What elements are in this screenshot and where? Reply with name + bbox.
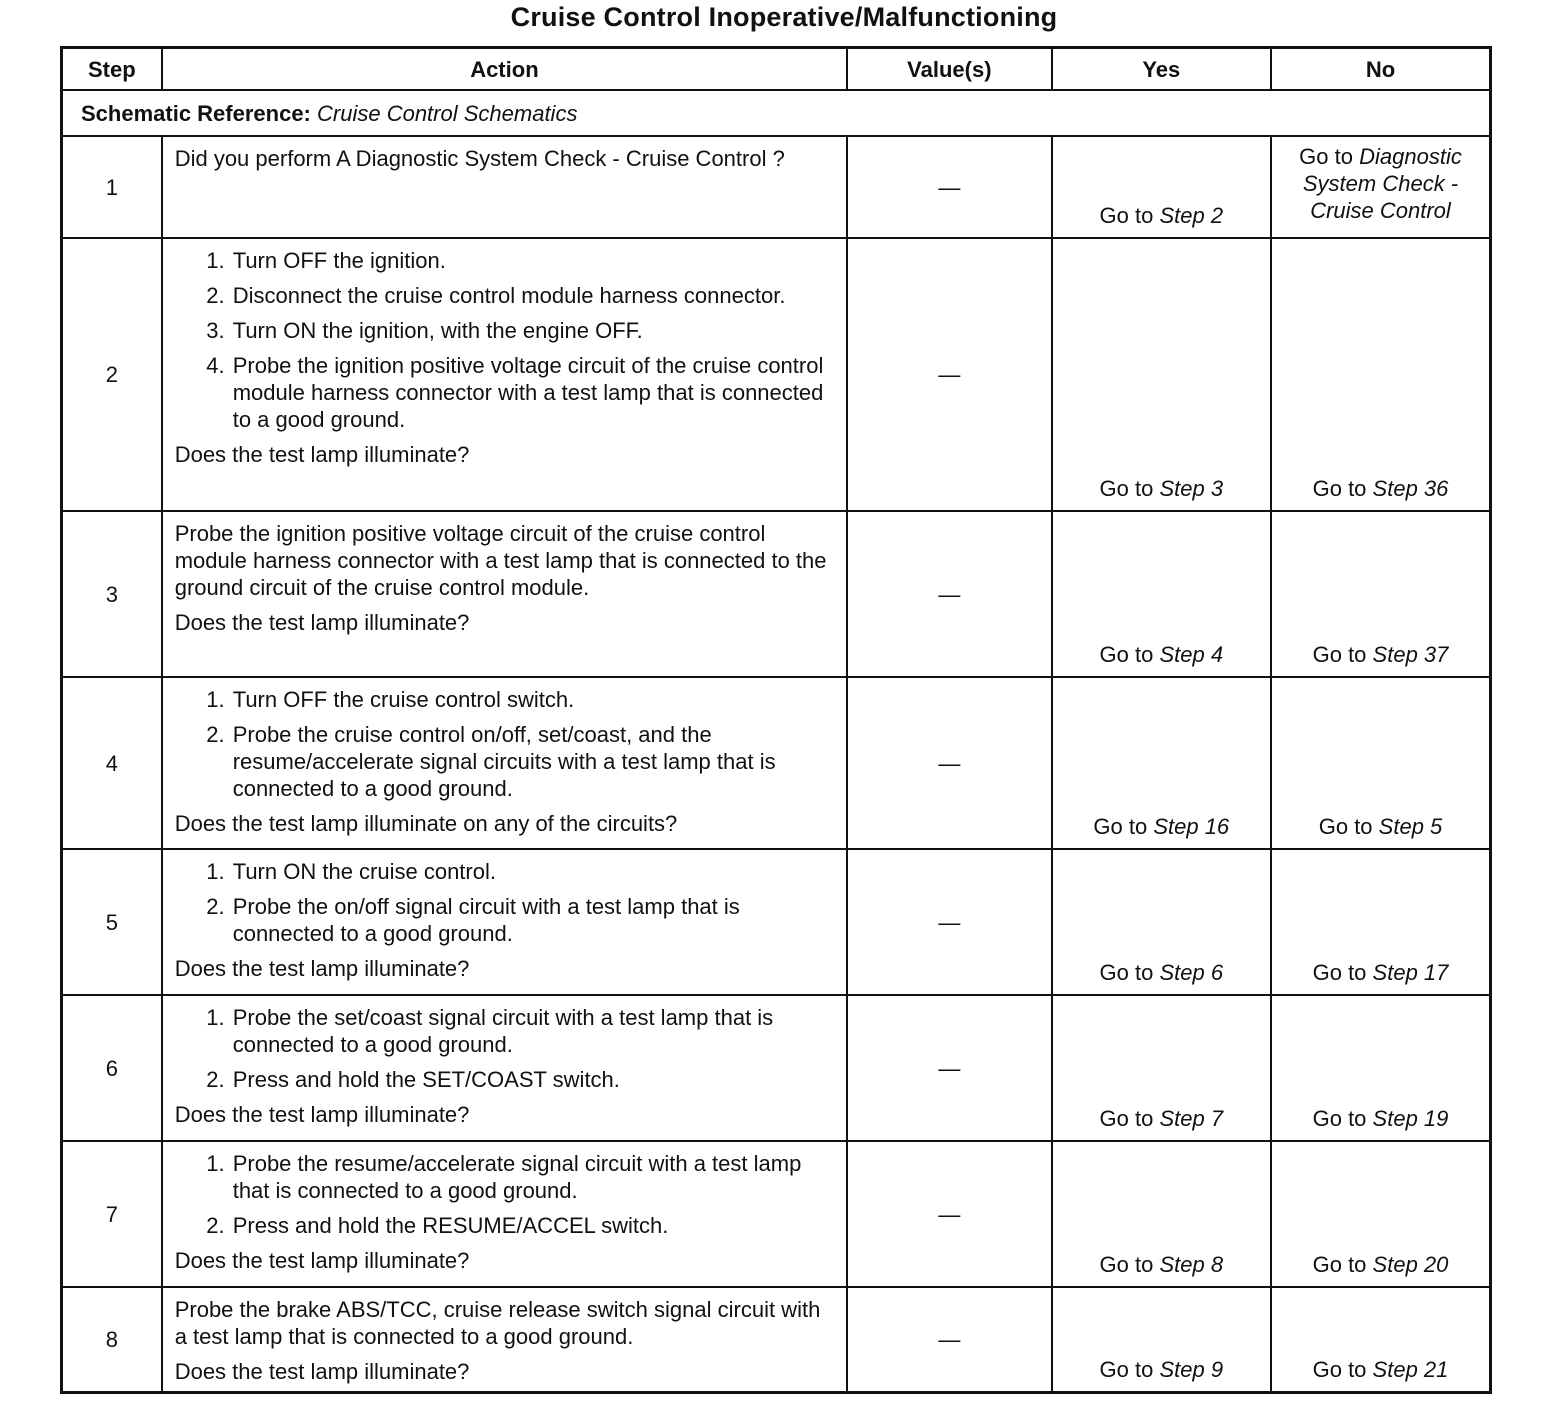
action-cell [162, 995, 847, 1141]
header-row [62, 48, 1491, 91]
yes-cell [1052, 849, 1271, 995]
diagnostic-table [60, 46, 1492, 1394]
no-link[interactable]: Step 20 [1372, 1252, 1449, 1277]
value-cell: — [847, 238, 1051, 511]
yes-cell [1052, 677, 1271, 849]
action-steps [175, 1150, 834, 1239]
action-item: 1. Turn OFF the cruise control switch. [231, 686, 834, 713]
action-cell [162, 849, 847, 995]
step-number: 8 [62, 1287, 162, 1393]
header-action: Action [162, 48, 847, 91]
yes-prefix: Go to [1099, 476, 1154, 501]
no-link[interactable]: Step 21 [1372, 1357, 1449, 1382]
action-item: 2. Press and hold the RESUME/ACCEL switch. [231, 1212, 834, 1239]
action-steps [175, 1004, 834, 1093]
no-link[interactable]: Step 36 [1372, 476, 1449, 501]
no-prefix: Go to [1312, 642, 1367, 667]
no-cell [1271, 849, 1490, 995]
value-cell: — [847, 511, 1051, 677]
no-link[interactable]: Step 17 [1372, 960, 1449, 985]
value-cell: — [847, 849, 1051, 995]
no-link[interactable]: Step 37 [1372, 642, 1449, 667]
no-cell [1271, 511, 1490, 677]
yes-cell [1052, 1287, 1271, 1393]
schematic-reference [62, 90, 1491, 136]
yes-prefix: Go to [1099, 960, 1154, 985]
step-number: 7 [62, 1141, 162, 1287]
yes-link[interactable]: Step 3 [1159, 476, 1224, 501]
no-cell [1271, 677, 1490, 849]
value-cell: — [847, 677, 1051, 849]
no-prefix: Go to [1318, 814, 1373, 839]
no-link[interactable]: Step 5 [1378, 814, 1443, 839]
yes-cell [1052, 238, 1271, 511]
table-row [62, 136, 1491, 238]
action-question: Does the test lamp illuminate? [174, 442, 470, 467]
action-cell [162, 677, 847, 849]
no-cell [1271, 136, 1490, 238]
action-item: 2. Probe the cruise control on/off, set/coast, and the resume/accelerate signal circuits with a test lamp that is connected to a good ground. [231, 721, 834, 802]
table-row [62, 849, 1491, 995]
schematic-link[interactable]: Cruise Control Schematics [317, 100, 578, 126]
header-no: No [1271, 48, 1490, 91]
action-cell [162, 511, 847, 677]
value-cell: — [847, 1141, 1051, 1287]
action-text: Did you perform A Diagnostic System Check - Cruise Control ? [174, 146, 785, 171]
action-question: Does the test lamp illuminate? [174, 1248, 470, 1273]
no-prefix: Go to [1312, 1106, 1367, 1131]
table-row [62, 511, 1491, 677]
yes-prefix: Go to [1093, 814, 1148, 839]
yes-link[interactable]: Step 2 [1159, 203, 1224, 228]
yes-prefix: Go to [1099, 642, 1154, 667]
value-cell: — [847, 136, 1051, 238]
yes-link[interactable]: Step 16 [1153, 814, 1230, 839]
action-steps [175, 858, 834, 947]
action-question: Does the test lamp illuminate? [174, 1102, 470, 1127]
no-cell [1271, 1287, 1490, 1393]
no-link[interactable]: Step 19 [1372, 1106, 1449, 1131]
no-link[interactable]: Diagnostic System Check - Cruise Control [1302, 144, 1462, 223]
action-question: Does the test lamp illuminate on any of the circuits? [174, 811, 678, 836]
yes-link[interactable]: Step 8 [1159, 1252, 1224, 1277]
table-row [62, 1141, 1491, 1287]
schematic-reference-row [62, 90, 1491, 136]
action-item: 2. Disconnect the cruise control module harness connector. [231, 282, 834, 309]
no-cell [1271, 995, 1490, 1141]
value-cell: — [847, 1287, 1051, 1393]
no-prefix: Go to [1299, 144, 1353, 169]
action-steps [175, 247, 834, 433]
yes-prefix: Go to [1099, 203, 1154, 228]
action-item: 1. Probe the resume/accelerate signal circuit with a test lamp that is connected to a good ground. [231, 1150, 834, 1204]
step-number: 1 [62, 136, 162, 238]
no-prefix: Go to [1312, 1252, 1367, 1277]
header-yes: Yes [1052, 48, 1271, 91]
no-cell [1271, 238, 1490, 511]
action-cell [162, 1141, 847, 1287]
no-prefix: Go to [1312, 476, 1367, 501]
step-number: 3 [62, 511, 162, 677]
schematic-label: Schematic Reference: [81, 100, 311, 126]
action-text: Probe the brake ABS/TCC, cruise release switch signal circuit with a test lamp that is connected to a good ground. [174, 1297, 821, 1349]
no-cell [1271, 1141, 1490, 1287]
yes-prefix: Go to [1099, 1252, 1154, 1277]
action-item: 1. Turn OFF the ignition. [231, 247, 834, 274]
table-row [62, 238, 1491, 511]
table-row [62, 995, 1491, 1141]
yes-cell [1052, 136, 1271, 238]
yes-cell [1052, 511, 1271, 677]
action-question: Does the test lamp illuminate? [174, 1359, 470, 1384]
action-cell [162, 1287, 847, 1393]
no-prefix: Go to [1312, 1357, 1367, 1382]
step-number: 5 [62, 849, 162, 995]
table-row [62, 677, 1491, 849]
action-steps [175, 686, 834, 802]
action-cell [162, 136, 847, 238]
action-question: Does the test lamp illuminate? [174, 956, 470, 981]
yes-link[interactable]: Step 9 [1159, 1357, 1224, 1382]
action-item: 2. Probe the on/off signal circuit with a test lamp that is connected to a good ground. [231, 893, 834, 947]
action-cell [162, 238, 847, 511]
no-prefix: Go to [1312, 960, 1367, 985]
yes-link[interactable]: Step 4 [1159, 642, 1224, 667]
action-text: Probe the ignition positive voltage circuit of the cruise control module harness connector with a test lamp that is connected to the ground circuit of the cruise control module. [174, 521, 827, 600]
header-step: Step [62, 48, 162, 91]
value-cell: — [847, 995, 1051, 1141]
table-row [62, 1287, 1491, 1393]
header-values: Value(s) [847, 48, 1051, 91]
yes-cell [1052, 995, 1271, 1141]
yes-cell [1052, 1141, 1271, 1287]
action-item: 1. Turn ON the cruise control. [231, 858, 834, 885]
yes-prefix: Go to [1099, 1357, 1154, 1382]
page-title: Cruise Control Inoperative/Malfunctioning [510, 2, 1058, 32]
step-number: 2 [62, 238, 162, 511]
yes-link[interactable]: Step 7 [1159, 1106, 1224, 1131]
yes-link[interactable]: Step 6 [1159, 960, 1224, 985]
action-item: 1. Probe the set/coast signal circuit with a test lamp that is connected to a good ground. [231, 1004, 834, 1058]
action-question: Does the test lamp illuminate? [174, 610, 470, 635]
action-item: 4. Probe the ignition positive voltage circuit of the cruise control module harness connector with a test lamp that is connected to a good ground. [231, 352, 834, 433]
step-number: 4 [62, 677, 162, 849]
action-item: 2. Press and hold the SET/COAST switch. [231, 1066, 834, 1093]
step-number: 6 [62, 995, 162, 1141]
action-item: 3. Turn ON the ignition, with the engine OFF. [231, 317, 834, 344]
yes-prefix: Go to [1099, 1106, 1154, 1131]
